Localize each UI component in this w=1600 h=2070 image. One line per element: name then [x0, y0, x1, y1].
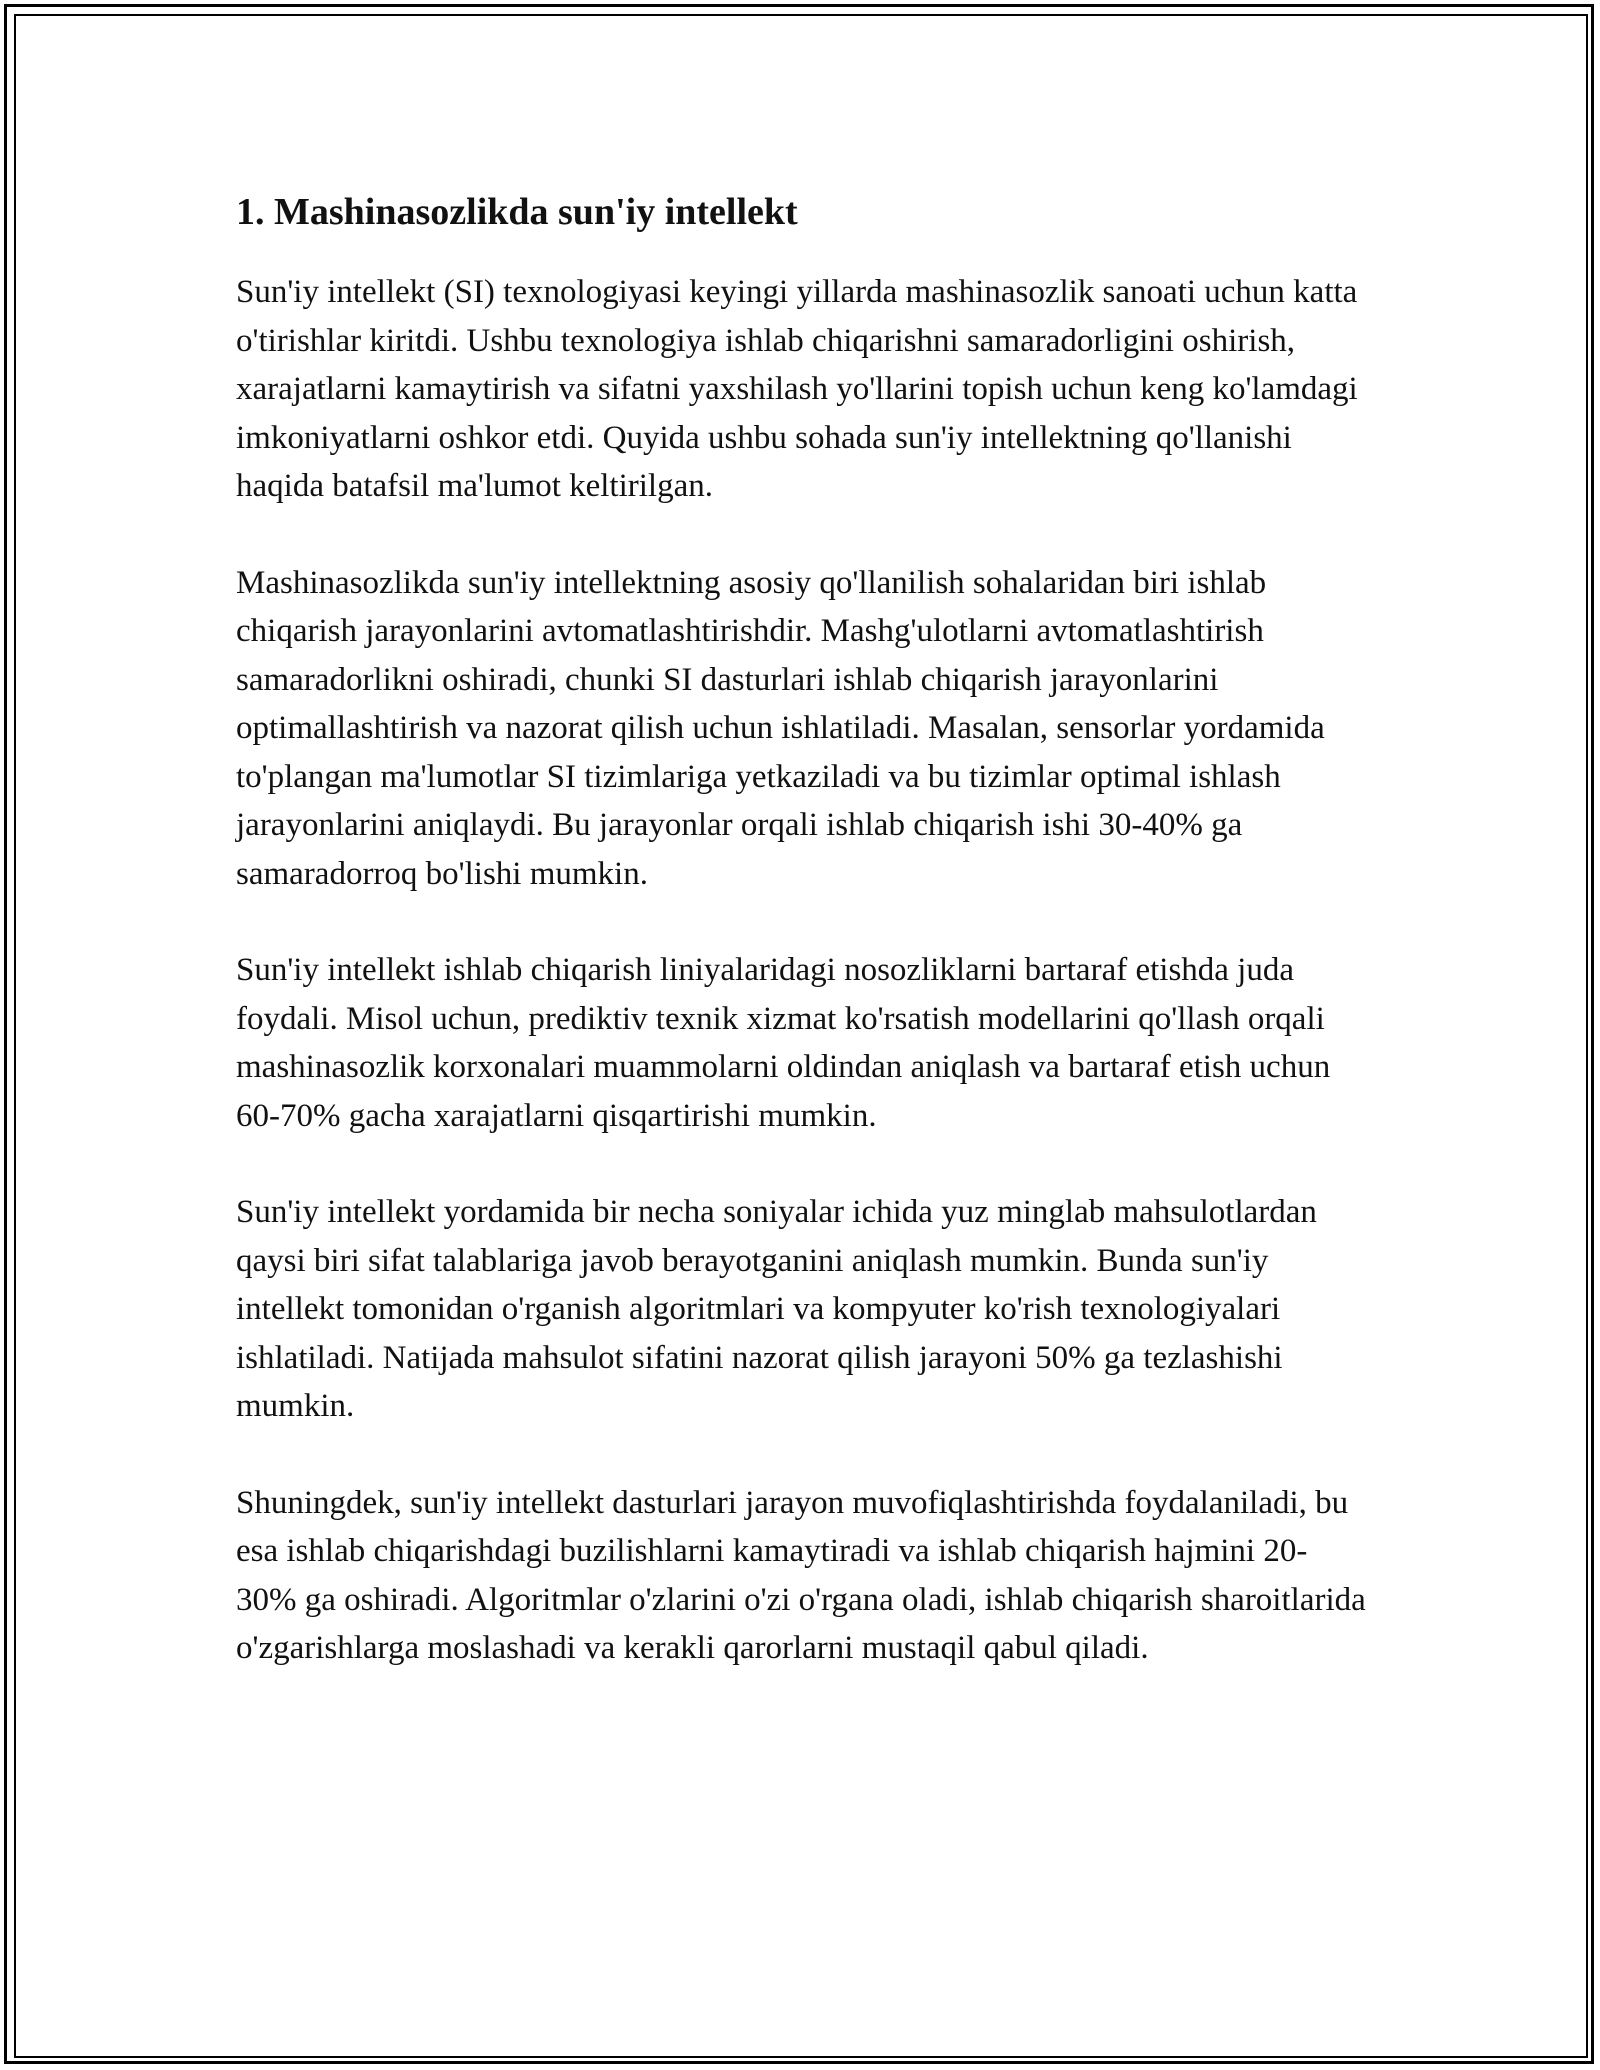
section-heading: 1. Mashinasozlikda sun'iy intellekt — [236, 191, 798, 233]
paragraph-4: Sun'iy intellekt yordamida bir necha soniyalar ichida yuz minglab mahsulotlardan qaysi biri sifat talablariga javob berayotganini aniqlash mumkin. Bunda sun'iy intellekt tomonidan o'rganish algoritmlari va kompyuter ko'rish texnologiyalari ishlatiladi. Natijada mahsulot sifatini nazorat qilish jarayoni 50% ga tezlashishi mumkin. — [236, 1194, 1317, 1424]
paragraph-1: Sun'iy intellekt (SI) texnologiyasi keyingi yillarda mashinasozlik sanoati uchun katta o'tirishlar kiritdi. Ushbu texnologiya ishlab chiqarishni samaradorligini oshirish, xarajatlarni kamaytirish va sifatni yaxshilash yo'llarini topish uchun keng ko'lamdagi imkoniyatlarni oshkor etdi. Quyida ushbu sohada sun'iy intellektning qo'llanishi haqida batafsil ma'lumot keltirilgan. — [236, 274, 1358, 504]
document-body — [236, 184, 1366, 1721]
paragraph-2: Mashinasozlikda sun'iy intellektning asosiy qo'llanilish sohalaridan biri ishlab chiqarish jarayonlarini avtomatlashtirishdir. Mashg'ulotlarni avtomatlashtirish samaradorlikni oshiradi, chunki SI dasturlari ishlab chiqarish jarayonlarini optimallashtirish va nazorat qilish uchun ishlatiladi. Masalan, sensorlar yordamida to'plangan ma'lumotlar SI tizimlariga yetkaziladi va bu tizimlar optimal ishlash jarayonlarini aniqlaydi. Bu jarayonlar orqali ishlab chiqarish ishi 30-40% ga samaradorroq bo'lishi mumkin. — [236, 564, 1325, 892]
paragraph-5: Shuningdek, sun'iy intellekt dasturlari jarayon muvofiqlashtirishda foydalaniladi, bu esa ishlab chiqarishdagi buzilishlarni kamaytiradi va ishlab chiqarish hajmini 20-30% ga oshiradi. Algoritmlar o'zlarini o'zi o'rgana oladi, ishlab chiqarish sharoitlarida o'zgarishlarga moslashadi va kerakli qarorlarni mustaqil qabul qiladi. — [236, 1484, 1366, 1666]
paragraph-3: Sun'iy intellekt ishlab chiqarish liniyalaridagi nosozliklarni bartaraf etishda juda foydali. Misol uchun, prediktiv texnik xizmat ko'rsatish modellarini qo'llash orqali mashinasozlik korxonalari muammolarni oldindan aniqlash va bartaraf etish uchun 60-70% gacha xarajatlarni qisqartirishi mumkin. — [236, 952, 1331, 1134]
